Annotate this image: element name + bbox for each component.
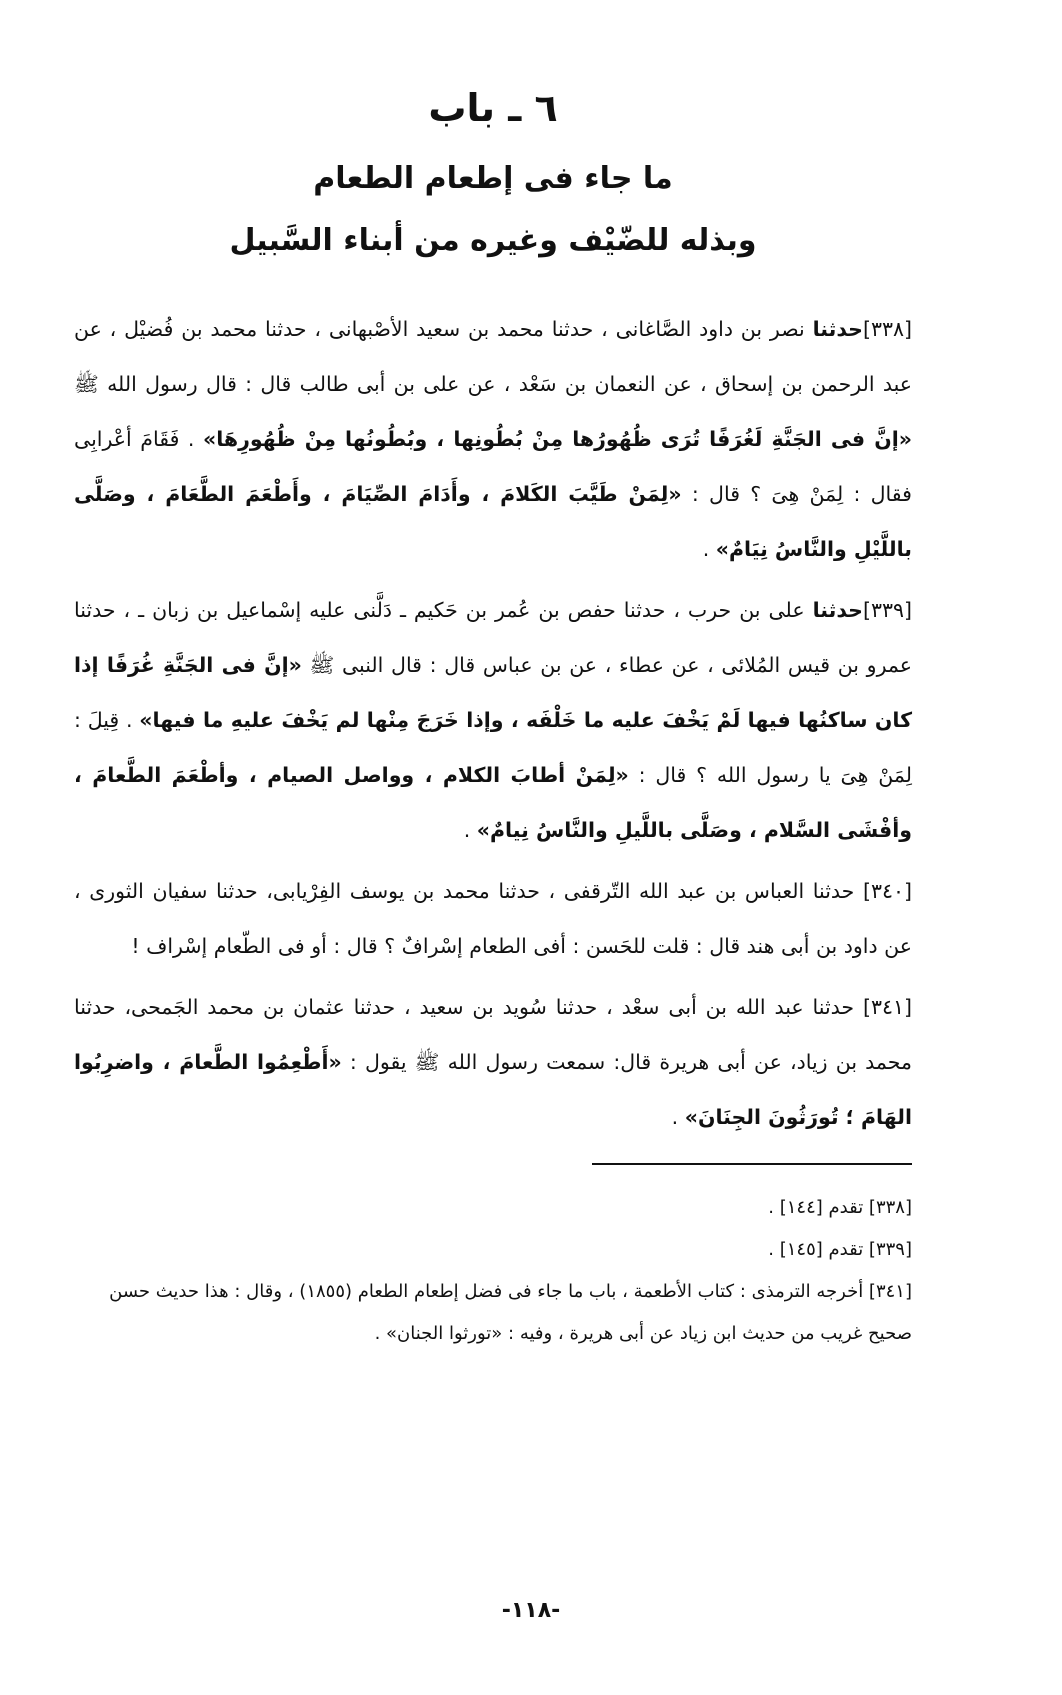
hadith-connector: . فَقَامَ أعْرابِى فقال : لِمَنْ هِىَ ؟ قال : — [74, 427, 912, 506]
hadith-isnad: حدثنا عبد الله بن أبى سعْد ، حدثنا سُويد بن سعيد ، حدثنا عثمان بن محمد الجَمحى، حدثنا محمد بن زياد، عن أبى هريرة قال: سمعت رسول الله ﷺ يقول : — [74, 995, 912, 1074]
hadith-isnad: حدثنا العباس بن عبد الله التّرقفى ، حدثنا محمد بن يوسف الفِرْيابى، حدثنا سفيان الثورى ، عن داود بن أبى هند قال : قلت للحَسن : أفى الطعام إسْرافٌ ؟ قال : أو فى الطّعام إسْراف ! — [74, 879, 912, 958]
hadith-intro: حدثنا — [812, 598, 863, 622]
hadith-end: . — [702, 537, 716, 561]
hadith-number: [٣٤١] — [862, 995, 912, 1019]
footnote-separator — [592, 1163, 912, 1165]
hadith-connector: . قِيلَ : لِمَنْ هِىَ يا رسول الله ؟ قال : — [74, 708, 912, 787]
hadith-matn: «إنَّ فى الجَنَّةِ غُرَفًا إذا كان ساكنُها فيها لَمْ يَخْفَ عليه ما خَلْفَه ، وإذا خَرَجَ مِنْها لم يَخْفَ عليهِ ما فيها» — [74, 653, 912, 732]
footnote-338: [٣٣٨] تقدم [١٤٤] . — [768, 1197, 912, 1218]
hadith-matn: «إنَّ فى الجَنَّةِ لَغُرَفًا تُرَى ظُهُورُها مِنْ بُطُونِها ، وبُطُونُها مِنْ ظُهُورِهَا» — [202, 427, 912, 451]
chapter-title-line-2: وبذله للضّيْف وغيره من أبناء السَّبيل — [229, 223, 757, 258]
hadith-end: . — [671, 1105, 685, 1129]
chapter-title-line-1: ما جاء فى إطعام الطعام — [313, 161, 673, 196]
hadith-isnad: نصر بن داود الصَّاغانى ، حدثنا محمد بن سعيد الأصْبهانى ، حدثنا محمد بن فُضيْل ، عن عبد الرحمن بن إسحاق ، عن النعمان بن سَعْد ، عن على بن أبى طالب قال : قال رسول الله ﷺ — [74, 317, 912, 396]
hadith-isnad: على بن حرب ، حدثنا حفص بن عُمر بن حَكيم ـ دَلَّنى عليه إسْماعيل بن زبان ـ ، حدثنا عمرو بن قيس المُلائى ، عن عطاء ، عن بن عباس قال : قال النبى ﷺ — [74, 598, 912, 677]
hadith-matn: «لِمَنْ أطابَ الكلام ، وواصل الصيام ، وأطْعَمَ الطَّعامَ ، وأفْشَى السَّلام ، وصَلَّى باللَّيلِ والنَّاسُ نِيامٌ» — [74, 763, 912, 842]
hadith-intro: حدثنا — [812, 317, 863, 341]
hadith-number: [٣٤٠] — [862, 879, 912, 903]
chapter-heading: ٦ ـ باب — [428, 86, 558, 130]
hadith-341 — [74, 980, 912, 1145]
hadith-339 — [74, 583, 912, 858]
footnote-339: [٣٣٩] تقدم [١٤٥] . — [768, 1239, 912, 1260]
page-number: -١١٨- — [501, 1598, 561, 1623]
footnote-341: [٣٤١] أخرجه الترمذى : كتاب الأطعمة ، باب ما جاء فى فضل إطعام الطعام (١٨٥٥) ، وقال : هذا حديث حسن صحيح غريب من حديث ابن زياد عن أبى هريرة ، وفيه : «تورثوا الجنان» . — [109, 1281, 912, 1344]
hadith-end: . — [463, 818, 477, 842]
hadith-number: [٣٣٩] — [862, 598, 912, 622]
hadith-number: [٣٣٨] — [862, 317, 912, 341]
hadith-338 — [74, 302, 912, 577]
hadith-340 — [74, 864, 912, 974]
hadith-matn: «لِمَنْ طَيَّبَ الكَلامَ ، وأَدَامَ الصِّيَامَ ، وأَطْعَمَ الطَّعَامَ ، وصَلَّى باللَّيْلِ والنَّاسُ نِيَامٌ» — [74, 482, 912, 561]
hadith-matn: «أَطْعِمُوا الطَّعامَ ، واضرِبُوا الهَامَ ؛ تُورَثُونَ الجِنَانَ» — [74, 1050, 912, 1129]
footnotes — [74, 1187, 912, 1355]
